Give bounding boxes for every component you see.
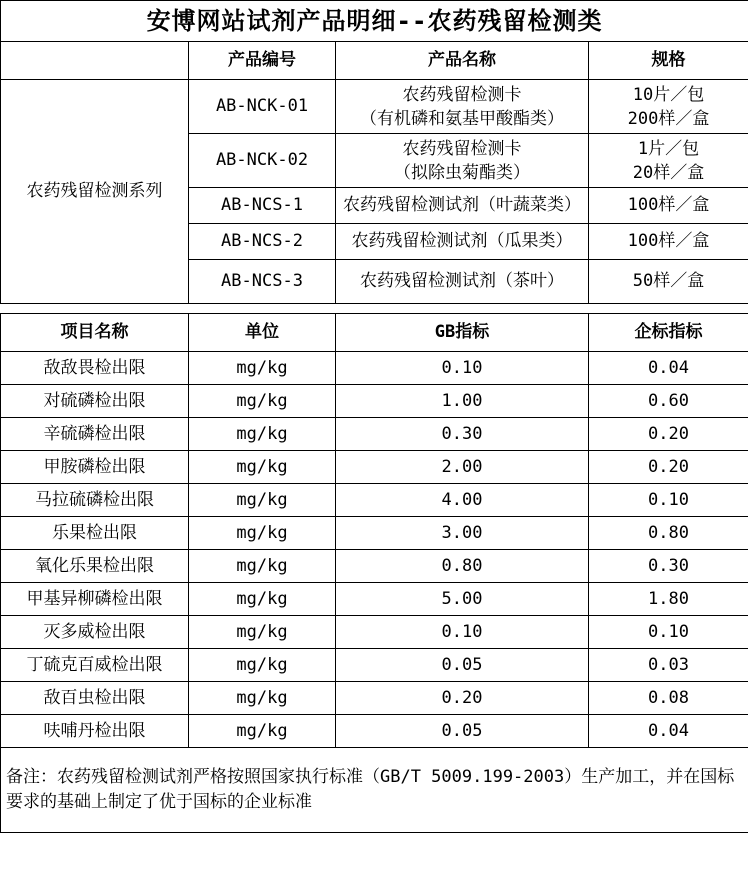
remark-line2: 要求的基础上制定了优于国标的企业标准 <box>6 792 312 812</box>
product-name-line2: （拟除虫菊酯类） <box>394 162 530 183</box>
products-table <box>0 0 748 304</box>
header-product-name: 产品名称 <box>336 42 589 80</box>
product-name: 农药残留检测试剂（瓜果类） <box>336 224 589 260</box>
product-spec: 100样／盒 <box>589 224 748 260</box>
table-row <box>1 484 748 517</box>
product-name <box>336 134 589 188</box>
item-name: 敌百虫检出限 <box>1 682 189 715</box>
enterprise-value: 0.30 <box>589 550 748 583</box>
item-name: 辛硫磷检出限 <box>1 418 189 451</box>
table-row <box>1 583 748 616</box>
enterprise-value: 0.10 <box>589 616 748 649</box>
product-code: AB-NCK-01 <box>189 80 336 134</box>
series-label-cell: 农药残留检测系列 <box>1 80 189 304</box>
table-row <box>1 682 748 715</box>
product-name-line2: （有机磷和氨基甲酸酯类） <box>360 108 564 129</box>
remark <box>1 748 748 833</box>
item-name: 对硫磷检出限 <box>1 385 189 418</box>
product-spec: 50样／盒 <box>589 260 748 304</box>
table-row <box>1 649 748 682</box>
unit-value: mg/kg <box>189 583 336 616</box>
product-spec-line2: 200样／盒 <box>627 108 710 129</box>
enterprise-value: 0.03 <box>589 649 748 682</box>
item-name: 乐果检出限 <box>1 517 189 550</box>
table-row <box>1 418 748 451</box>
table-row <box>1 517 748 550</box>
unit-value: mg/kg <box>189 649 336 682</box>
unit-value: mg/kg <box>189 418 336 451</box>
gb-value: 0.05 <box>336 649 589 682</box>
product-name-line1: 农药残留检测卡 <box>402 84 522 105</box>
products-header-row <box>1 42 748 80</box>
product-spec <box>589 134 748 188</box>
product-name: 农药残留检测试剂（叶蔬菜类） <box>336 188 589 224</box>
unit-value: mg/kg <box>189 550 336 583</box>
table-row <box>1 550 748 583</box>
limits-table <box>0 313 748 833</box>
product-code: AB-NCS-1 <box>189 188 336 224</box>
gb-value: 0.10 <box>336 352 589 385</box>
enterprise-value: 0.20 <box>589 418 748 451</box>
header-unit: 单位 <box>189 314 336 352</box>
unit-value: mg/kg <box>189 451 336 484</box>
unit-value: mg/kg <box>189 484 336 517</box>
gb-value: 5.00 <box>336 583 589 616</box>
unit-value: mg/kg <box>189 715 336 748</box>
item-name: 丁硫克百威检出限 <box>1 649 189 682</box>
enterprise-value: 0.04 <box>589 715 748 748</box>
product-code: AB-NCS-3 <box>189 260 336 304</box>
header-gb-standard: GB指标 <box>336 314 589 352</box>
unit-value: mg/kg <box>189 682 336 715</box>
unit-value: mg/kg <box>189 385 336 418</box>
enterprise-value: 0.20 <box>589 451 748 484</box>
item-name: 氧化乐果检出限 <box>1 550 189 583</box>
table-row <box>1 715 748 748</box>
item-name: 敌敌畏检出限 <box>1 352 189 385</box>
product-spec <box>589 80 748 134</box>
remark-line1: 备注：农药残留检测试剂严格按照国家执行标准（GB/T 5009.199-2003）生产加工，并在国标 <box>6 767 735 787</box>
enterprise-value: 0.80 <box>589 517 748 550</box>
header-spec: 规格 <box>589 42 748 80</box>
table-row <box>1 616 748 649</box>
gb-value: 3.00 <box>336 517 589 550</box>
gb-value: 0.20 <box>336 682 589 715</box>
page-title: 安博网站试剂产品明细--农药残留检测类 <box>1 1 748 42</box>
table-row <box>1 352 748 385</box>
product-code: AB-NCS-2 <box>189 224 336 260</box>
table-divider-gap <box>0 304 748 313</box>
product-spec-line1: 1片／包 <box>637 138 700 159</box>
item-name: 灭多威检出限 <box>1 616 189 649</box>
title-row <box>1 1 748 42</box>
enterprise-value: 0.10 <box>589 484 748 517</box>
corner-blank-cell <box>1 42 189 80</box>
enterprise-value: 0.60 <box>589 385 748 418</box>
header-product-code: 产品编号 <box>189 42 336 80</box>
gb-value: 1.00 <box>336 385 589 418</box>
product-name-line1: 农药残留检测卡 <box>402 138 522 159</box>
unit-value: mg/kg <box>189 616 336 649</box>
enterprise-value: 1.80 <box>589 583 748 616</box>
product-code: AB-NCK-02 <box>189 134 336 188</box>
gb-value: 0.10 <box>336 616 589 649</box>
item-name: 甲基异柳磷检出限 <box>1 583 189 616</box>
product-spec-line2: 20样／盒 <box>632 162 705 183</box>
unit-value: mg/kg <box>189 517 336 550</box>
gb-value: 0.05 <box>336 715 589 748</box>
product-spec-line1: 10片／包 <box>632 84 705 105</box>
note-row <box>1 748 748 833</box>
item-name: 甲胺磷检出限 <box>1 451 189 484</box>
table-row <box>1 80 748 134</box>
unit-value: mg/kg <box>189 352 336 385</box>
header-enterprise-standard: 企标指标 <box>589 314 748 352</box>
gb-value: 4.00 <box>336 484 589 517</box>
enterprise-value: 0.08 <box>589 682 748 715</box>
gb-value: 0.80 <box>336 550 589 583</box>
table-row <box>1 451 748 484</box>
product-spec: 100样／盒 <box>589 188 748 224</box>
item-name: 呋哺丹检出限 <box>1 715 189 748</box>
item-name: 马拉硫磷检出限 <box>1 484 189 517</box>
enterprise-value: 0.04 <box>589 352 748 385</box>
product-name: 农药残留检测试剂（茶叶） <box>336 260 589 304</box>
gb-value: 0.30 <box>336 418 589 451</box>
table-row <box>1 385 748 418</box>
limits-header-row <box>1 314 748 352</box>
product-name <box>336 80 589 134</box>
header-item-name: 项目名称 <box>1 314 189 352</box>
gb-value: 2.00 <box>336 451 589 484</box>
